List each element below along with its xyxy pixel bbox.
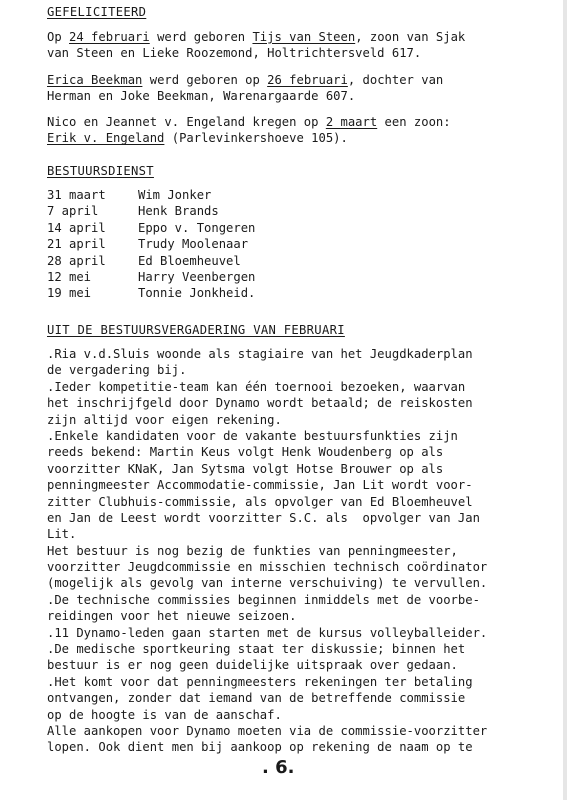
text-line: .Ieder kompetitie-team kan één toernooi bezoeken, waarvan — [47, 379, 466, 394]
birth-announcement-1 — [47, 29, 465, 62]
duty-date: 19 mei — [47, 286, 92, 301]
birth-date: 2 maart — [325, 115, 378, 129]
text-span: werd geboren — [149, 30, 253, 44]
text-line: .Enkele kandidaten voor de vakante bestuursfunkties zijn — [47, 428, 458, 443]
duty-date: 12 mei — [47, 270, 92, 285]
duty-date: 28 april — [47, 253, 106, 268]
duty-person: Wim Jonker — [138, 188, 212, 202]
text-line: Lit. — [47, 527, 77, 542]
text-line: .De technische commissies beginnen inmiddels met de voorbe- — [47, 592, 480, 607]
duty-person: Eppo v. Tongeren — [138, 220, 256, 235]
text-line: .11 Dynamo-leden gaan starten met de kursus volleyballeider. — [47, 625, 488, 640]
text-span: , dochter van — [347, 73, 444, 87]
text-line: zijn altijd voor eigen rekening. — [47, 412, 282, 427]
text-line: zitter Clubhuis-commissie, als opvolger van Ed Bloemheuvel — [47, 494, 473, 509]
duty-date: 31 maart — [47, 188, 106, 202]
text-line: het inschrijfgeld door Dynamo wordt betaald; de reiskosten — [47, 396, 473, 411]
child-name: Erik v. Engeland — [47, 131, 165, 146]
text-span: een zoon: — [377, 115, 451, 129]
duty-person: Trudy Moolenaar — [138, 237, 249, 252]
duty-person: Harry Veenbergen — [138, 270, 256, 285]
text-span: , zoon van Sjak — [355, 30, 466, 44]
text-span: werd geboren op — [142, 73, 268, 87]
text-line: (mogelijk als gevolg van interne verschuiving) te vervullen. — [47, 576, 488, 591]
duty-date: 21 april — [47, 237, 106, 252]
text-line: .De medische sportkeuring staat ter diskussie; binnen het — [47, 642, 466, 657]
text-line: bestuur is er nog geen duidelijke uitspraak over gedaan. — [47, 658, 458, 673]
text-line: reidingen voor het nieuwe seizoen. — [47, 609, 297, 624]
text-span: Herman en Joke Beekman, Warenargaarde 607. — [47, 89, 356, 104]
text-line: Het bestuur is nog bezig de funkties van penningmeester, — [47, 543, 458, 558]
duty-date: 7 april — [47, 204, 99, 219]
text-line: en Jan de Leest wordt voorzitter S.C. als opvolger van Jan — [47, 510, 480, 525]
schedule-row — [47, 253, 255, 269]
duty-person: Henk Brands — [138, 204, 219, 219]
text-line: penningmeester Accommodatie-commissie, Jan Lit wordt voor- — [47, 478, 473, 493]
schedule-row — [47, 269, 255, 285]
section-heading-congratulations: GEFELICITEERD — [47, 5, 147, 19]
child-name: Tijs van Steen — [252, 30, 356, 44]
schedule-row — [47, 203, 255, 219]
text-line: ontvangen, zonder dat iemand van de betreffende commissie — [47, 691, 466, 706]
text-span: (Parlevinkershoeve 105). — [164, 131, 348, 146]
birth-date: 24 februari — [69, 30, 150, 44]
duty-date: 14 april — [47, 220, 106, 235]
text-line: .Het komt voor dat penningmeesters rekeningen ter betaling — [47, 674, 473, 689]
text-span: Nico en Jeannet v. Engeland kregen op — [47, 115, 326, 129]
birth-announcement-2 — [47, 72, 443, 105]
text-line: reeds bekend: Martin Keus volgt Henk Woudenberg op als — [47, 445, 444, 460]
duty-person: Ed Bloemheuvel — [138, 253, 241, 268]
child-name: Erica Beekman — [47, 73, 143, 87]
birth-date: 26 februari — [267, 73, 348, 87]
schedule-row — [47, 187, 255, 203]
text-line: voorzitter KNaK, Jan Sytsma volgt Hotse Brouwer op als — [47, 461, 444, 476]
text-span: Op — [47, 30, 70, 44]
board-duty-schedule — [47, 187, 255, 302]
text-line: Alle aankopen voor Dynamo moeten via de commissie-voorzitter — [47, 723, 488, 738]
section-heading-board-meeting: UIT DE BESTUURSVERGADERING VAN FEBRUARI — [47, 323, 345, 337]
text-line: .Ria v.d.Sluis woonde als stagiaire van het Jeugdkaderplan — [47, 347, 473, 361]
duty-person: Tonnie Jonkheid. — [138, 286, 256, 301]
text-line: op de hoogte is van de aanschaf. — [47, 707, 282, 722]
board-meeting-minutes — [47, 346, 487, 756]
schedule-row — [47, 236, 255, 252]
schedule-row — [47, 220, 255, 236]
page-number: . 6. — [262, 757, 295, 778]
text-line: voorzitter Jeugdcommissie en misschien technisch coördinator — [47, 560, 488, 575]
schedule-row — [47, 285, 255, 301]
section-heading-board-duty: BESTUURSDIENST — [47, 164, 154, 178]
text-line: de vergadering bij. — [47, 363, 187, 378]
text-span: van Steen en Lieke Roozemond, Holtrichtersveld 617. — [47, 46, 422, 61]
birth-announcement-3 — [47, 114, 451, 147]
text-line: lopen. Ook dient men bij aankoop op rekening de naam op te — [47, 740, 473, 755]
scan-edge-shadow — [563, 0, 567, 800]
